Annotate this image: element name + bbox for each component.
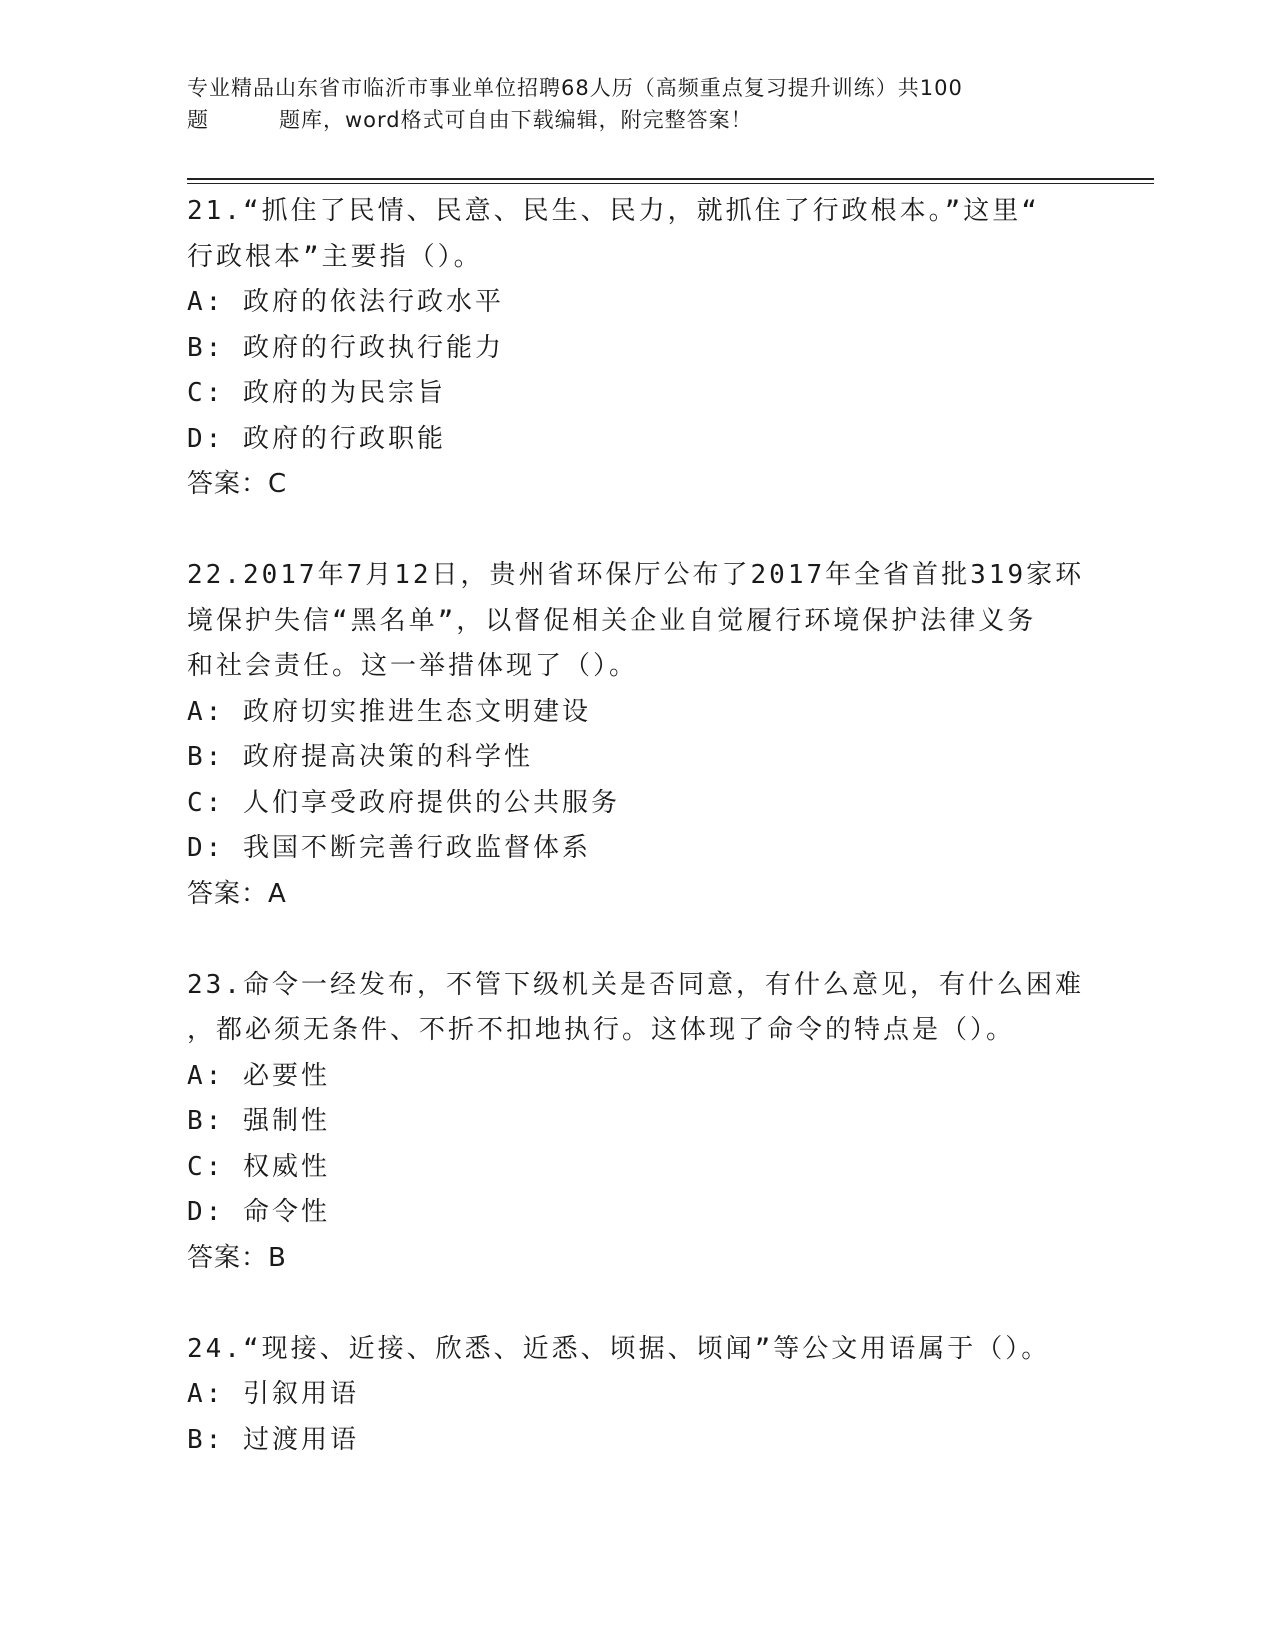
option-a: A: 必要性	[187, 1060, 330, 1091]
option-c: C: 人们享受政府提供的公共服务	[187, 787, 620, 818]
header-divider-thick	[187, 178, 1154, 180]
question-stem-line: 行政根本”主要指（）。	[187, 241, 483, 272]
option-a: A: 政府切实推进生态文明建设	[187, 696, 591, 727]
option-b: B: 政府提高决策的科学性	[187, 742, 533, 772]
option-d: D: 政府的行政职能	[187, 423, 446, 454]
question-21	[187, 189, 1087, 508]
question-stem-line: ，都必须无条件、不折不扣地执行。这体现了命令的特点是（）。	[187, 1015, 1016, 1045]
page-header	[187, 72, 1087, 136]
header-title-line-1: 专业精品山东省市临沂市事业单位招聘68人历（高频重点复习提升训练）共100	[187, 76, 963, 100]
question-23	[187, 963, 1087, 1282]
question-24	[187, 1327, 1087, 1464]
answer-line: 答案：B	[187, 1242, 287, 1273]
question-stem-line: 22.2017年7月12日，贵州省环保厅公布了2017年全省首批319家环	[187, 560, 1085, 590]
question-stem-line: 和社会责任。这一举措体现了（）。	[187, 651, 639, 681]
answer-line: 答案：A	[187, 878, 287, 909]
header-title-line-2	[187, 104, 1087, 136]
question-22	[187, 553, 1087, 917]
header-title-line-2-start: 题	[187, 108, 209, 132]
option-b: B: 政府的行政执行能力	[187, 332, 504, 363]
question-list	[187, 189, 1087, 1463]
question-stem-line: 21.“抓住了民情、民意、民生、民力，就抓住了行政根本。”这里“	[187, 196, 1040, 226]
question-stem-line: 23.命令一经发布，不管下级机关是否同意，有什么意见，有什么困难	[187, 969, 1084, 1000]
option-d: D: 我国不断完善行政监督体系	[187, 833, 591, 863]
option-c: C: 政府的为民宗旨	[187, 378, 446, 408]
option-b: B: 强制性	[187, 1106, 330, 1136]
header-divider-thin	[187, 183, 1154, 184]
option-d: D: 命令性	[187, 1197, 330, 1227]
header-title-line-2-end: 题库，word格式可自由下载编辑，附完整答案！	[279, 108, 753, 132]
option-a: A: 政府的依法行政水平	[187, 287, 504, 317]
option-a: A: 引叙用语	[187, 1379, 359, 1409]
answer-line: 答案：C	[187, 469, 288, 499]
option-b: B: 过渡用语	[187, 1424, 359, 1455]
option-c: C: 权威性	[187, 1151, 330, 1182]
question-stem-line: 24.“现接、近接、欣悉、近悉、顷据、顷闻”等公文用语属于（）。	[187, 1333, 1051, 1364]
question-stem-line: 境保护失信“黑名单”，以督促相关企业自觉履行环境保护法律义务	[187, 605, 1037, 636]
